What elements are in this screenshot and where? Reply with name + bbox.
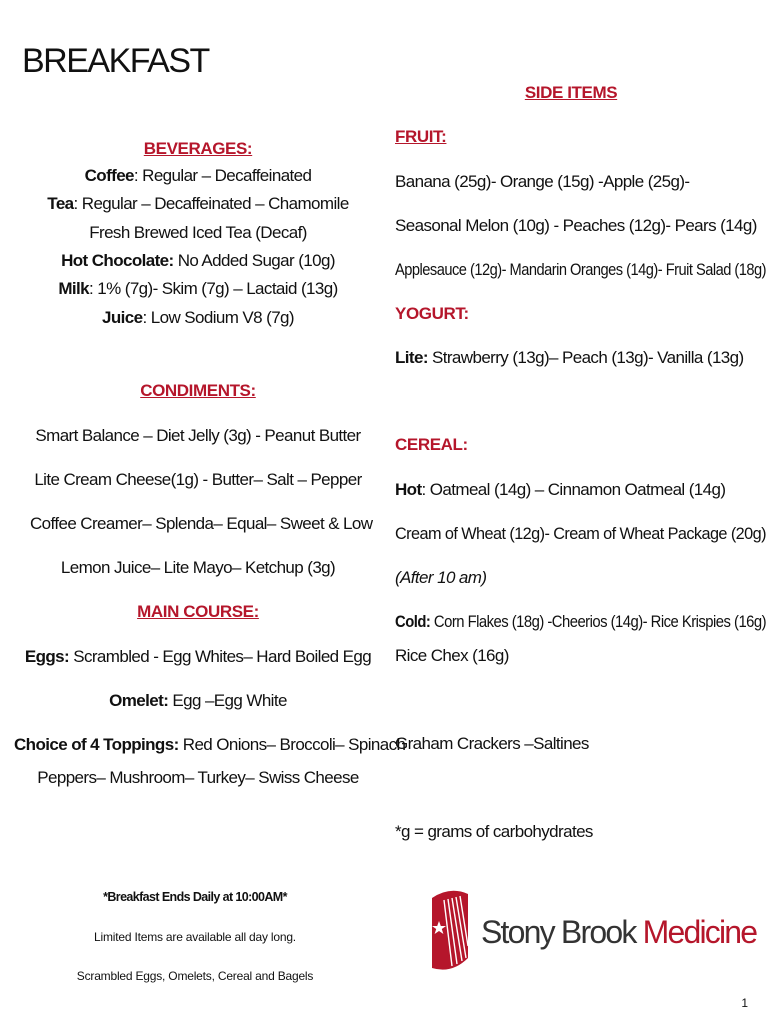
side-items-heading: SIDE ITEMS	[524, 83, 618, 102]
logo-word-medicine: Medicine	[642, 914, 757, 950]
beverages-heading: BEVERAGES:	[143, 139, 253, 158]
condiment-line: Lite Cream Cheese(1g) - Butter– Salt – Pepper	[34, 470, 362, 489]
fruit-heading: FRUIT:	[395, 127, 447, 146]
page-number: 1	[741, 996, 748, 1010]
hot-cereal-line	[395, 480, 725, 500]
omelet-line	[20, 691, 376, 711]
hot-label: Hot	[395, 480, 422, 499]
toppings-text: Red Onions– Broccoli– Spinach	[178, 735, 406, 754]
coffee-label: Coffee	[84, 166, 134, 185]
cereal-heading: CEREAL:	[395, 435, 468, 454]
page-title: BREAKFAST	[22, 42, 209, 80]
yogurt-heading: YOGURT:	[395, 304, 469, 323]
toppings-line-2: Peppers– Mushroom– Turkey– Swiss Cheese	[37, 768, 359, 787]
breakfast-ends-note: *Breakfast Ends Daily at 10:00AM*	[103, 890, 287, 904]
tea-label: Tea	[47, 194, 74, 213]
condiment-line: Lemon Juice– Lite Mayo– Ketchup (3g)	[60, 558, 336, 577]
cold-cereal-line	[395, 612, 766, 632]
fruit-line: Seasonal Melon (10g) - Peaches (12g)- Pears (14g)	[395, 216, 757, 235]
milk-line	[40, 279, 356, 299]
fruit-line: Banana (25g)- Orange (15g) -Apple (25g)-	[395, 172, 690, 191]
after-10-note: (After 10 am)	[395, 568, 487, 587]
omelet-label: Omelet:	[109, 691, 169, 710]
hot-text: : Oatmeal (14g) – Cinnamon Oatmeal (14g)	[421, 480, 726, 499]
cream-of-wheat-line: Cream of Wheat (12g)- Cream of Wheat Package (20g)	[395, 524, 766, 543]
coffee-line	[40, 166, 356, 186]
juice-label: Juice	[102, 308, 143, 327]
tea-line	[40, 194, 356, 214]
omelet-text: Egg –Egg White	[168, 691, 287, 710]
limited-items-list: Scrambled Eggs, Omelets, Cereal and Bagels	[76, 969, 314, 983]
crackers-line: Graham Crackers –Saltines	[395, 734, 589, 753]
limited-items-note: Limited Items are available all day long.	[94, 930, 296, 944]
main-course-heading: MAIN COURSE:	[137, 602, 259, 621]
juice-text: : Low Sodium V8 (7g)	[142, 308, 294, 327]
stony-brook-logo-icon	[430, 888, 470, 974]
lite-text: Strawberry (13g)– Peach (13g)- Vanilla (13g)	[427, 348, 744, 367]
toppings-label: Choice of 4 Toppings:	[14, 735, 179, 754]
hot-chocolate-label: Hot Chocolate:	[61, 251, 174, 270]
iced-tea-line: Fresh Brewed Iced Tea (Decaf)	[89, 223, 307, 242]
lite-label: Lite:	[395, 348, 428, 367]
condiments-heading: CONDIMENTS:	[140, 381, 256, 400]
coffee-text: : Regular – Decaffeinated	[133, 166, 312, 185]
eggs-line	[20, 647, 376, 667]
eggs-label: Eggs:	[24, 647, 70, 666]
cold-text: Corn Flakes (18g) -Cheerios (14g)- Rice Krispies (16g)	[430, 612, 767, 631]
condiment-line: Coffee Creamer– Splenda– Equal– Sweet & Low	[30, 514, 373, 533]
toppings-line	[14, 735, 406, 755]
rice-chex-line: Rice Chex (16g)	[395, 646, 509, 665]
tea-text: : Regular – Decaffeinated – Chamomile	[73, 194, 349, 213]
hot-chocolate-line	[40, 251, 356, 271]
eggs-text: Scrambled - Egg Whites– Hard Boiled Egg	[69, 647, 372, 666]
juice-line	[40, 308, 356, 328]
condiment-line: Smart Balance – Diet Jelly (3g) - Peanut Butter	[35, 426, 361, 445]
cold-label: Cold:	[395, 612, 431, 631]
hot-chocolate-text: No Added Sugar (10g)	[173, 251, 335, 270]
milk-label: Milk	[58, 279, 90, 298]
stony-brook-medicine-wordmark	[481, 914, 756, 951]
fruit-line: Applesauce (12g)- Mandarin Oranges (14g)- Fruit Salad (18g)	[395, 260, 767, 279]
logo-word-stony-brook: Stony Brook	[481, 914, 636, 950]
yogurt-line	[395, 348, 744, 368]
carb-footnote: *g = grams of carbohydrates	[395, 822, 593, 841]
milk-text: : 1% (7g)- Skim (7g) – Lactaid (13g)	[89, 279, 338, 298]
